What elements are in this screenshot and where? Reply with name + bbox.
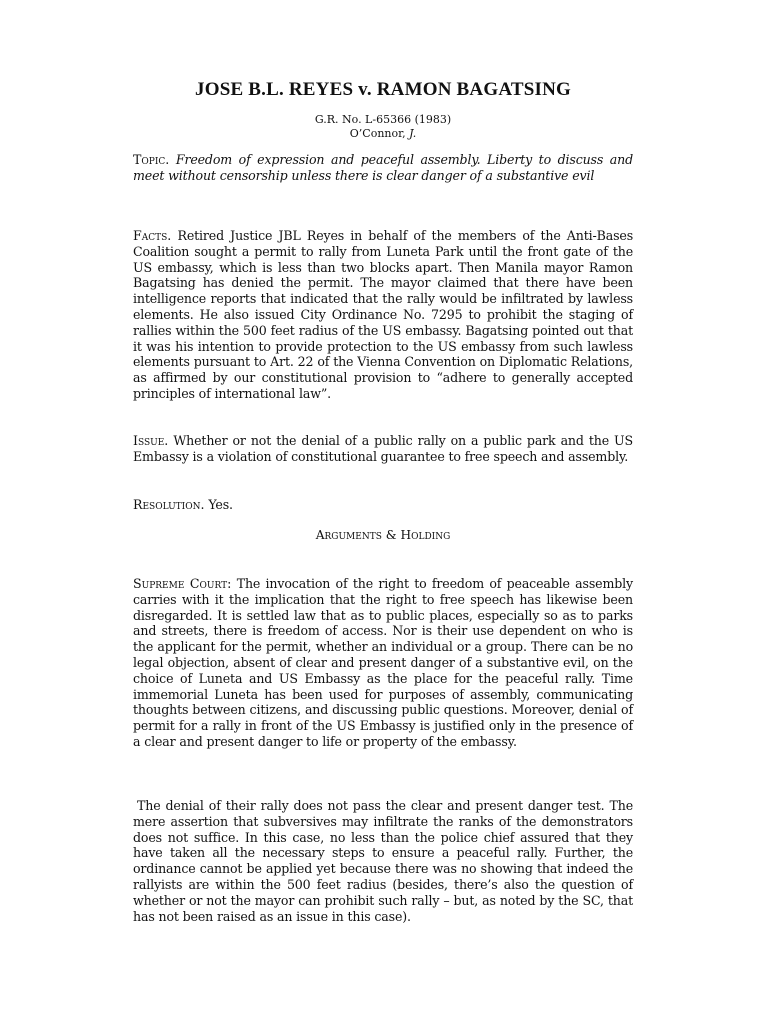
- issue-label: Issue.: [133, 433, 169, 448]
- ponente-name: O’Connor,: [349, 127, 406, 140]
- facts-label: Facts.: [133, 228, 172, 243]
- denial-paragraph: The denial of their rally does not pass the clear and present danger test. The mere assertion that subversives may infiltrate the ranks of the demonstrators does not suffice. In this case, no less than the police chief assured that they have taken all the necessary steps to ensure a peaceful rally. Further, the ordinance cannot be applied yet because there was no showing that indeed the rallyists are within the 500 feet radius (besides, there’s also the question of whether or not the mayor can prohibit such rally – but, as noted by the SC, that has not been raised as an issue in this case).: [133, 798, 633, 924]
- supreme-court-text: The invocation of the right to freedom of peaceable assembly carries with it the implication that the right to free speech has likewise been disregarded. It is settled law that as to public places, especially so as to parks and streets, there is freedom of access. Nor is their use dependent on who is the applicant for the permit, whether an individual or a group. There can be no legal objection, absent of clear and present danger of a substantive evil, on the choice of Luneta and US Embassy as the place for the peaceful rally. Time immemorial Luneta has been used for purposes of assembly, communicating thoughts between citizens, and discussing public questions. Moreover, denial of permit for a rally in front of the US Embassy is justified only in the presence of a clear and present danger to life or property of the embassy.: [133, 576, 634, 749]
- resolution-paragraph: [133, 497, 633, 513]
- gr-number: G.R. No. L-65366 (1983): [314, 113, 452, 126]
- ponente-initial: J.: [409, 127, 417, 140]
- issue-paragraph: [133, 433, 633, 465]
- arguments-heading: Arguments & Holding: [315, 528, 451, 542]
- facts-text: Retired Justice JBL Reyes in behalf of the members of the Anti-Bases Coalition sought a permit to rally from Luneta Park until the front gate of the US embassy, which is less than two blocks apart. Then Manila mayor Ramon Bagatsing has denied the permit. The mayor claimed that there have been intelligence reports that indicated that the rally would be infiltrated by lawless elements. He also issued City Ordinance No. 7295 to prohibit the staging of rallies within the 500 feet radius of the US embassy. Bagatsing pointed out that it was his intention to provide protection to the US embassy from such lawless elements pursuant to Art. 22 of the Vienna Convention on Diplomatic Relations, as affirmed by our constitutional provision to “adhere to generally accepted principles of international law”.: [133, 228, 634, 401]
- ponente: [133, 126, 633, 141]
- issue-text: Whether or not the denial of a public rally on a public park and the US Embassy is a violation of constitutional guarantee to free speech and assembly.: [133, 433, 633, 464]
- resolution-label: Resolution.: [133, 497, 205, 512]
- supreme-court-label: Supreme Court:: [133, 576, 232, 591]
- topic-label: Topic.: [133, 152, 170, 167]
- topic-paragraph: [133, 152, 633, 184]
- case-title: JOSE B.L. REYES v. RAMON BAGATSING: [195, 79, 571, 100]
- supreme-court-paragraph: [133, 576, 633, 750]
- topic-text: Freedom of expression and peaceful assembly. Liberty to discuss and meet without censorship unless there is clear danger of a substantive evil: [133, 152, 633, 183]
- facts-paragraph: [133, 228, 633, 402]
- resolution-text: Yes.: [208, 497, 233, 512]
